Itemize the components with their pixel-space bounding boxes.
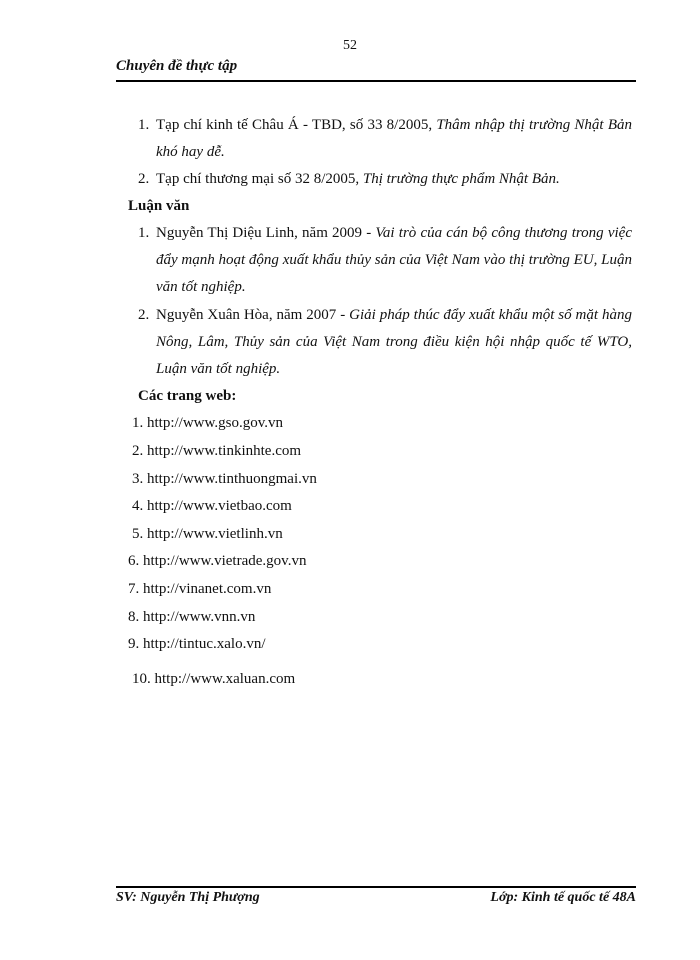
website-link[interactable]: 10. http://www.xaluan.com <box>132 671 296 687</box>
reference-title: Thị trường thực phẩm Nhật Bản. <box>362 171 560 187</box>
reference-source: Tạp chí thương mại số 32 8/2005, <box>156 171 363 187</box>
footer-rule <box>116 886 636 888</box>
thesis-title: Vai trò của cán bộ công thương trong việc đẩy mạnh hoạt động xuất khẩu thủy sản của Việt Nam vào thị trường EU, Luận văn tốt nghiệp. <box>156 225 633 295</box>
header-rule <box>116 80 636 82</box>
reference-title: Thâm nhập thị trường Nhật Bản khó hay dễ. <box>156 117 632 160</box>
thesis-author: Nguyễn Xuân Hòa, năm 2007 - <box>156 307 350 323</box>
website-link[interactable]: 9. http://tintuc.xalo.vn/ <box>128 636 266 652</box>
website-link[interactable]: 8. http://www.vnn.vn <box>128 609 256 625</box>
footer-student: SV: Nguyễn Thị Phượng <box>116 890 260 905</box>
thesis-title: Giải pháp thúc đẩy xuất khẩu một số mặt hàng Nông, Lâm, Thủy sản của Việt Nam trong điều kiện hội nhập quốc tế WTO, Luận văn tốt nghiệp. <box>156 307 632 377</box>
header-title: Chuyên đề thực tập <box>116 58 238 74</box>
reference-number: 1. <box>138 117 150 133</box>
website-link[interactable]: 2. http://www.tinkinhte.com <box>132 443 302 459</box>
reference-source: Tạp chí kinh tế Châu Á - TBD, số 33 8/2005, <box>156 117 437 133</box>
website-link[interactable]: 6. http://www.vietrade.gov.vn <box>128 553 307 569</box>
reference-item <box>138 166 632 193</box>
thesis-heading: Luận văn <box>128 198 190 214</box>
thesis-author: Nguyễn Thị Diệu Linh, năm 2009 - <box>156 225 376 241</box>
page-number: 52 <box>343 38 357 53</box>
reference-item <box>138 112 632 166</box>
footer-class: Lớp: Kinh tế quốc tế 48A <box>490 890 636 905</box>
web-heading: Các trang web: <box>138 388 237 404</box>
reference-number: 2. <box>138 171 150 187</box>
thesis-item <box>138 302 632 383</box>
website-link[interactable]: 4. http://www.vietbao.com <box>132 498 292 514</box>
thesis-number: 2. <box>138 307 150 323</box>
website-link[interactable]: 7. http://vinanet.com.vn <box>128 581 272 597</box>
website-link[interactable]: 5. http://www.vietlinh.vn <box>132 526 283 542</box>
website-link[interactable]: 3. http://www.tinthuongmai.vn <box>132 471 317 487</box>
website-link[interactable]: 1. http://www.gso.gov.vn <box>132 415 283 431</box>
thesis-number: 1. <box>138 225 150 241</box>
thesis-item <box>138 220 633 301</box>
